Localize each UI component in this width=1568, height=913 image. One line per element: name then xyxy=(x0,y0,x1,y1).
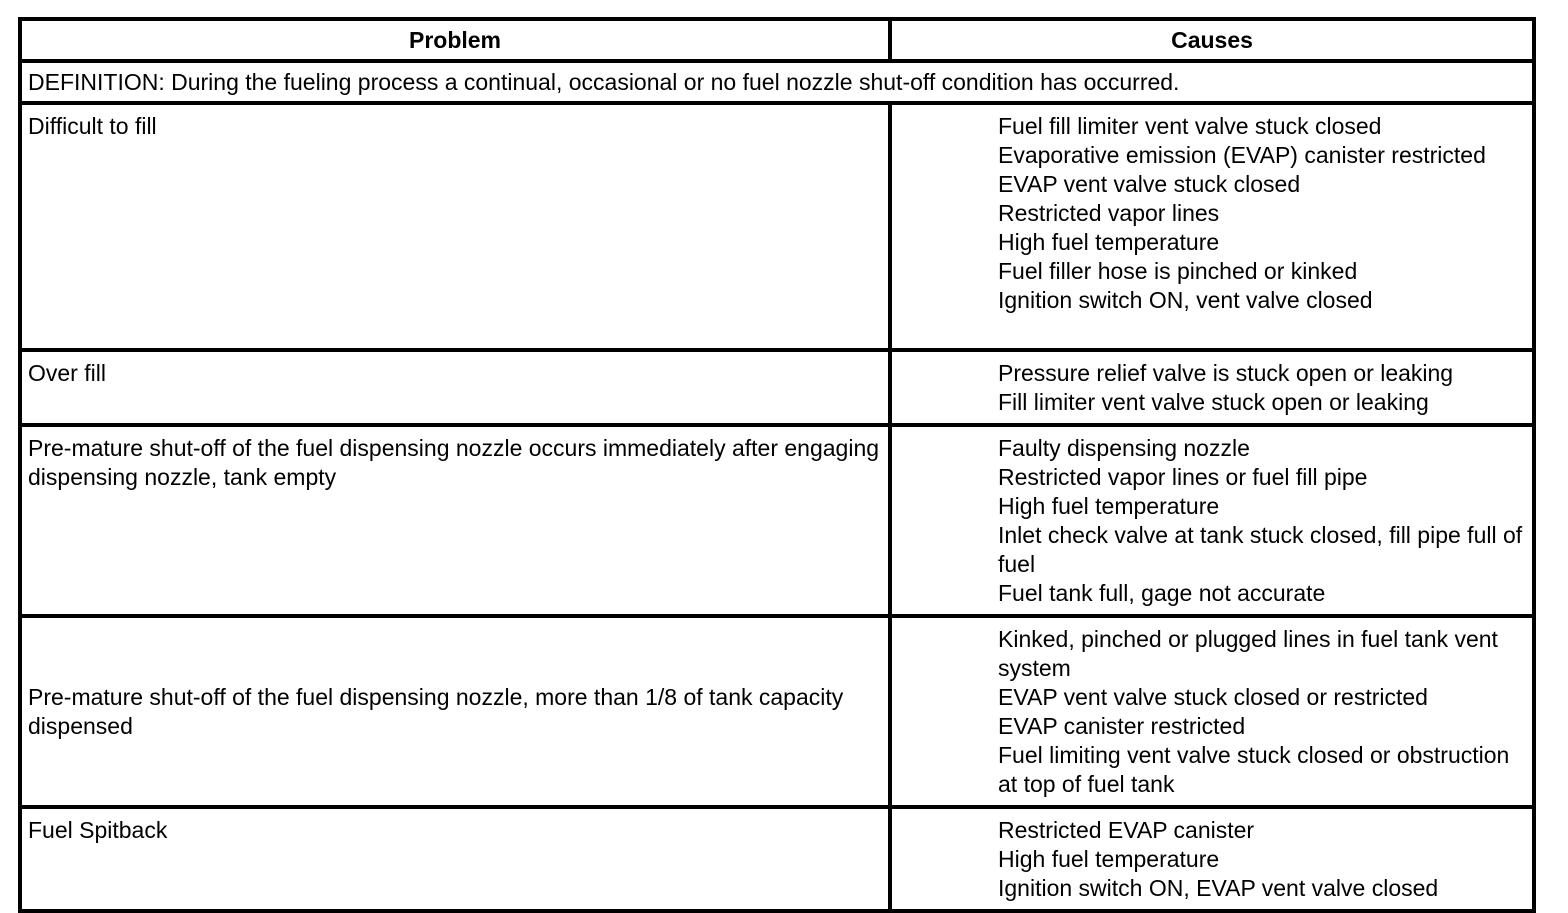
cause-item: Fuel fill limiter vent valve stuck closed xyxy=(998,113,1382,139)
table-row xyxy=(20,350,1534,425)
cause-item: Fill limiter vent valve stuck open or leaking xyxy=(998,389,1429,415)
cause-item: Kinked, pinched or plugged lines in fuel tank vent system xyxy=(998,626,1498,681)
header-problem: Problem xyxy=(20,19,890,61)
cause-item: High fuel temperature xyxy=(998,493,1220,519)
cause-item: Restricted EVAP canister xyxy=(998,817,1255,843)
troubleshooting-table xyxy=(18,17,1536,913)
causes-cell xyxy=(890,807,1534,911)
cause-item: High fuel temperature xyxy=(998,846,1220,872)
table-row xyxy=(20,616,1534,807)
problem-cell: Difficult to fill xyxy=(20,103,890,350)
cause-item: High fuel temperature xyxy=(998,229,1220,255)
problem-cell: Fuel Spitback xyxy=(20,807,890,911)
cause-item: Faulty dispensing nozzle xyxy=(998,435,1250,461)
table-row xyxy=(20,103,1534,350)
causes-cell xyxy=(890,616,1534,807)
cause-item: Evaporative emission (EVAP) canister restricted xyxy=(998,142,1486,168)
header-row xyxy=(20,19,1534,61)
cause-item: Inlet check valve at tank stuck closed, fill pipe full of fuel xyxy=(998,522,1523,577)
definition-row xyxy=(20,61,1534,103)
cause-item: EVAP vent valve stuck closed or restricted xyxy=(998,684,1428,710)
table-row xyxy=(20,807,1534,911)
table-row xyxy=(20,425,1534,616)
cause-item: Ignition switch ON, vent valve closed xyxy=(998,287,1373,313)
problem-cell: Pre-mature shut-off of the fuel dispensing nozzle, more than 1/8 of tank capacity dispensed xyxy=(20,616,890,807)
cause-item: Fuel limiting vent valve stuck closed or obstruction at top of fuel tank xyxy=(998,742,1510,797)
cause-item: EVAP canister restricted xyxy=(998,713,1246,739)
cause-item: Ignition switch ON, EVAP vent valve closed xyxy=(998,875,1439,901)
cause-item: Restricted vapor lines xyxy=(998,200,1220,226)
cause-item: Pressure relief valve is stuck open or leaking xyxy=(998,360,1454,386)
causes-cell xyxy=(890,425,1534,616)
cause-item: Restricted vapor lines or fuel fill pipe xyxy=(998,464,1368,490)
header-causes: Causes xyxy=(890,19,1534,61)
cause-item: Fuel tank full, gage not accurate xyxy=(998,580,1326,606)
cause-item: EVAP vent valve stuck closed xyxy=(998,171,1301,197)
troubleshooting-table-wrapper xyxy=(18,17,1532,913)
problem-cell: Over fill xyxy=(20,350,890,425)
cause-item: Fuel filler hose is pinched or kinked xyxy=(998,258,1358,284)
problem-cell: Pre-mature shut-off of the fuel dispensing nozzle occurs immediately after engaging dispensing nozzle, tank empty xyxy=(20,425,890,616)
causes-cell xyxy=(890,103,1534,350)
definition-text: DEFINITION: During the fueling process a continual, occasional or no fuel nozzle shut-off condition has occurred. xyxy=(20,61,1534,103)
causes-cell xyxy=(890,350,1534,425)
